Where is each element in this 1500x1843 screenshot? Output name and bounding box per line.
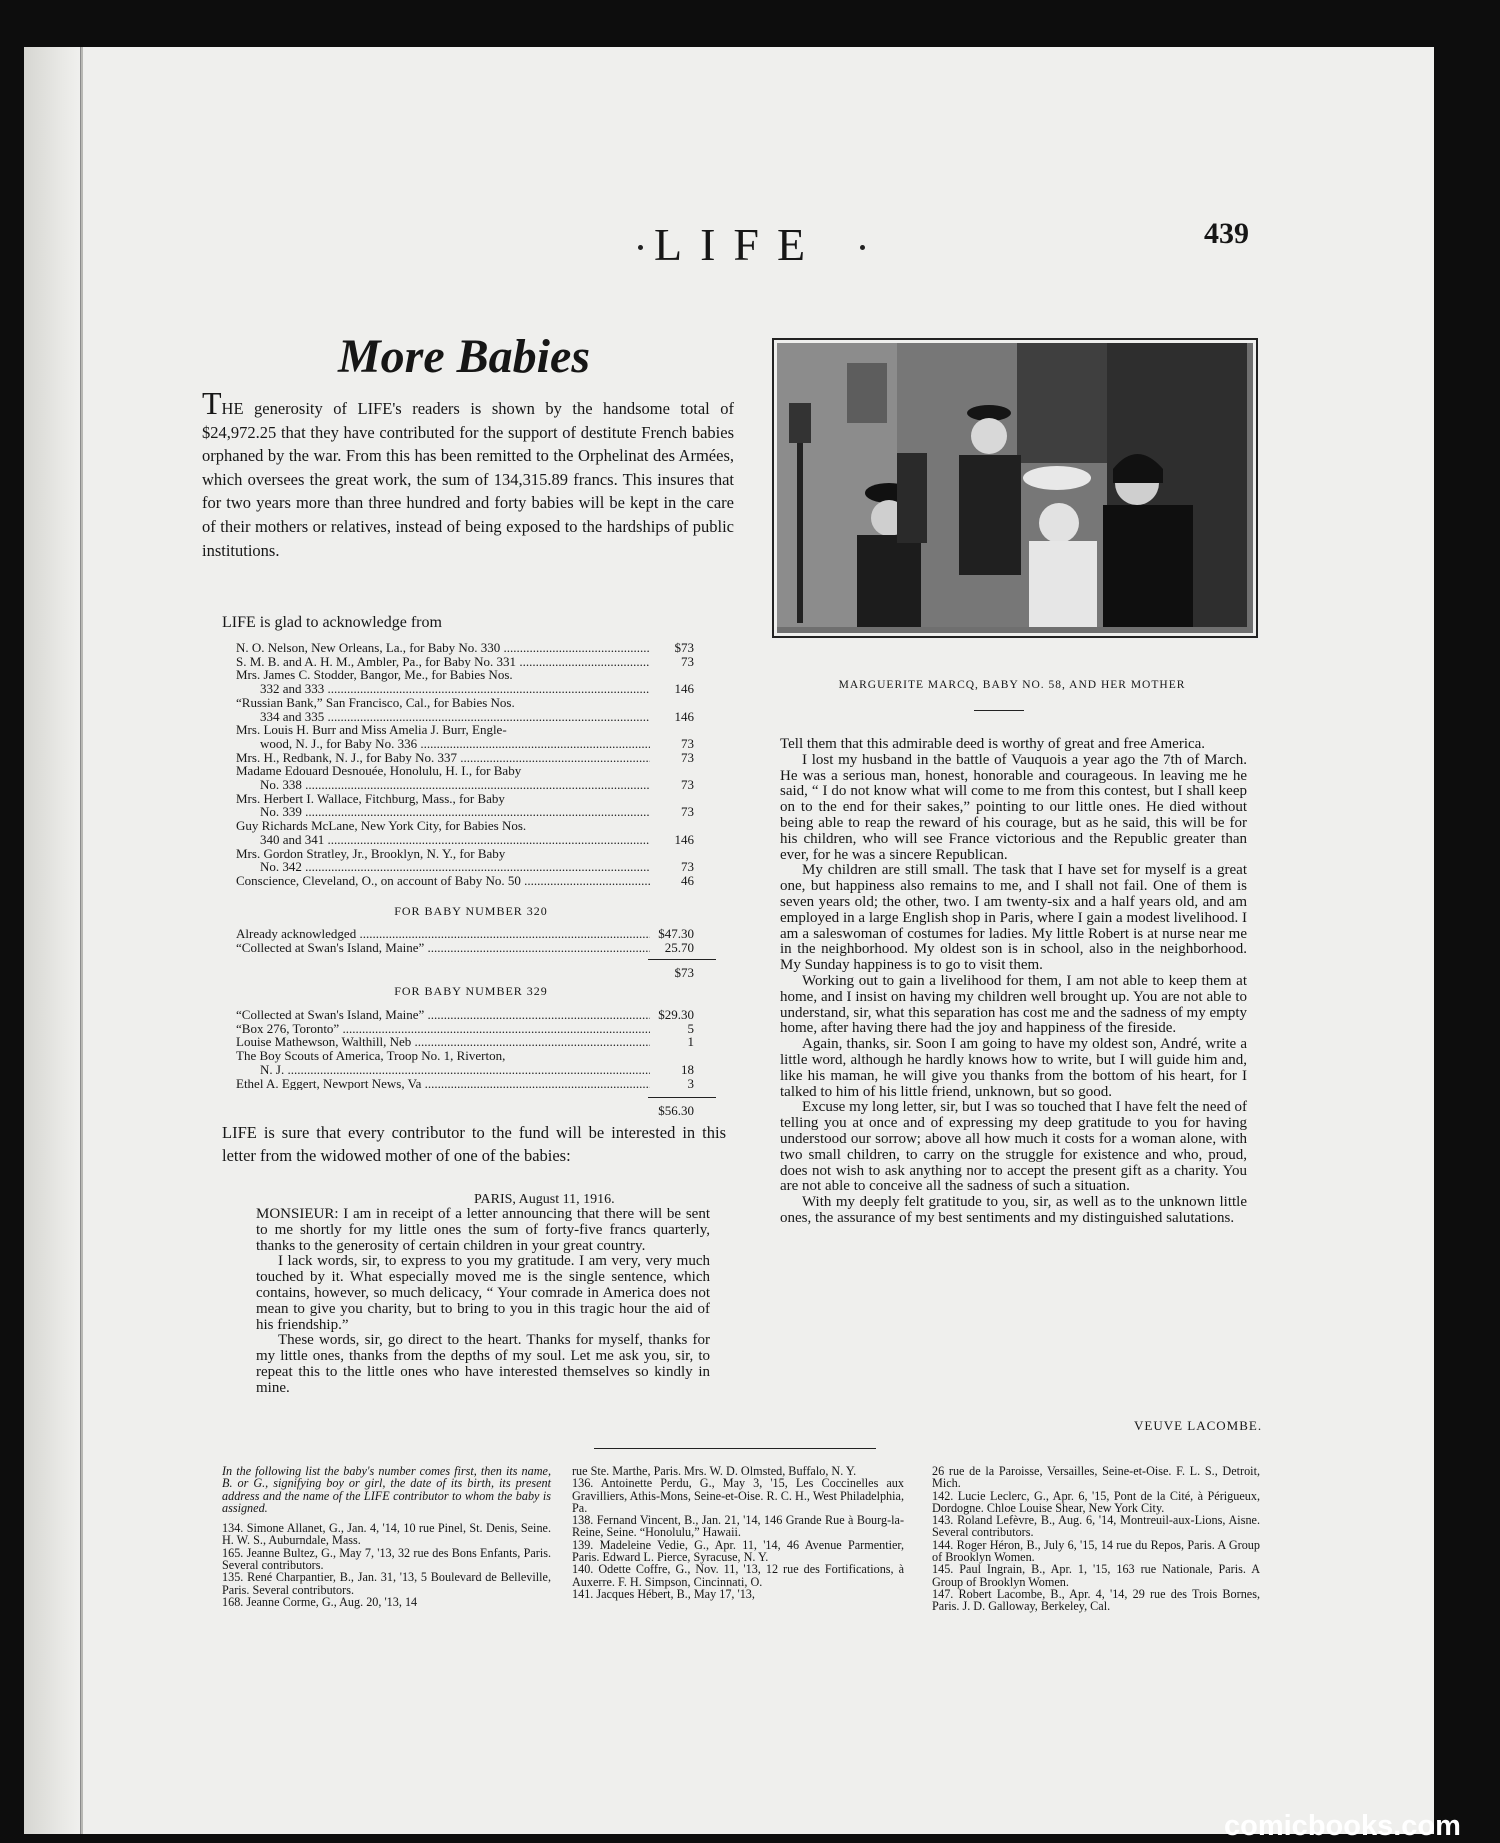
dateline-city: PARIS	[474, 1192, 513, 1207]
baby-329-total: $56.30	[658, 1103, 694, 1118]
baby-list-entry: 26 rue de la Paroisse, Versailles, Seine-et-Oise. F. L. S., Detroit, Mich.	[932, 1464, 1260, 1491]
donor-amount: 146	[674, 831, 694, 847]
donor-amount: 146	[674, 681, 694, 697]
donor-name-cont: 340 and 341 .....	[236, 833, 650, 847]
donor-amount: 73	[681, 859, 694, 875]
letter-intro-text: is sure that every contributor to the fund will be interested in this letter from the widowed mother of one of the babies:	[222, 1123, 726, 1165]
magazine-page	[24, 47, 1434, 1834]
donor-name-cont: No. 342 .....	[236, 860, 650, 874]
baby-list-entry: 145. Paul Ingrain, B., Apr. 1, '15, 163 rue Nationale, Paris. A Group of Brooklyn Women.	[932, 1562, 1260, 1589]
baby-329-row	[236, 1077, 694, 1091]
letter-intro	[222, 1122, 726, 1167]
baby-329-row	[236, 1035, 694, 1049]
row-label: Louise Mathewson, Walthill, Neb .....	[236, 1035, 650, 1049]
donor-name: Mrs. James C. Stodder, Bangor, Me., for Babies Nos.	[236, 667, 513, 683]
letter-paragraph: These words, sir, go direct to the heart. Thanks for myself, thanks for my little ones, thanks from the depths of my soul. Let me ask you, sir, to repeat this to the little ones who have interested themselves so kindly in mine.	[256, 1332, 710, 1396]
baby-list-entry: 165. Jeanne Bultez, G., May 7, '13, 32 rue des Bons Enfants, Paris. Several contributors.	[222, 1545, 551, 1573]
donor-name-cont: 334 and 335 .....	[236, 710, 650, 724]
photo-caption: MARGUERITE MARCQ, BABY NO. 58, AND HER MOTHER	[838, 679, 1186, 691]
donor-amount: 73	[681, 653, 694, 669]
baby-320-row	[236, 941, 694, 955]
life-name: LIFE	[222, 1123, 257, 1142]
donor-name: Conscience, Cleveland, O., on account of Baby No. 50 .....	[236, 874, 650, 888]
baby-list-entry: 141. Jacques Hébert, B., May 17, '13,	[572, 1586, 755, 1601]
row-amount: 1	[687, 1034, 694, 1050]
donor-amount: $73	[674, 640, 694, 655]
letter-column-1	[256, 1207, 710, 1397]
letter-paragraph: Again, thanks, sir. Soon I am going to have my oldest son, André, write a little word, although he hardly knows how to write, but I will guide him and, like his maman, he will give you thanks from the bottom of his heart, for I talked to him of his little friend, unknown, but so good.	[780, 1036, 1247, 1100]
donor-entry	[236, 874, 694, 888]
donor-list	[236, 641, 694, 888]
letter-paragraph: Tell them that this admirable deed is worthy of great and free America.	[780, 736, 1206, 752]
baby-329-row	[236, 1008, 694, 1022]
donor-amount: 73	[681, 777, 694, 793]
baby-list-column-1	[222, 1465, 551, 1608]
row-label: “Collected at Swan's Island, Maine” .....	[236, 941, 650, 955]
letter-paragraph: Excuse my long letter, sir, but I was so touched that I have felt the need of telling you at once and of expressing my deep gratitude to you for having understood our sorrow; above all how much it costs for a woman alone, with two small children, to carry on the struggle for existence and who, proud, does not wish to ask anything nor to accept the present gift as a charity. You are not able to conceive all the sadness of such a situation.	[780, 1099, 1247, 1195]
donor-name: N. O. Nelson, New Orleans, La., for Baby No. 330 .....	[236, 641, 650, 655]
letter-column-2	[780, 737, 1247, 1227]
baby-list-entry: 140. Odette Coffre, G., Nov. 11, '13, 12 rue des Fortifications, à Auxerre. F. H. Simpson, Cincinnati, O.	[572, 1562, 904, 1589]
baby-list-entry: 135. René Charpantier, B., Jan. 31, '13, 5 Boulevard de Belleville, Paris. Several contributors.	[222, 1570, 551, 1597]
donor-entry	[236, 751, 694, 765]
row-amount: $47.30	[658, 926, 694, 941]
baby-320-row	[236, 927, 694, 941]
row-label: Already acknowledged .....	[236, 927, 650, 941]
donor-amount: 46	[681, 872, 694, 888]
donor-entry	[236, 792, 694, 819]
baby-list-entry: 147. Robert Lacombe, B., Apr. 4, '14, 29 rue des Trois Bornes, Paris. J. D. Galloway, Berkeley, Cal.	[932, 1586, 1260, 1614]
row-label: “Box 276, Toronto” .....	[236, 1022, 650, 1036]
donor-name-cont: No. 338 .....	[236, 778, 650, 792]
baby-list-entry: 138. Fernand Vincent, B., Jan. 21, '14, 146 Grande Rue à Bourg-la-Reine, Seine. “Honolulu,” Hawaii.	[572, 1513, 904, 1540]
sum-rule	[648, 1097, 716, 1098]
baby-329-row	[236, 1022, 694, 1036]
page-spine-edge	[24, 47, 81, 1834]
baby-329-heading: FOR BABY NUMBER 329	[394, 984, 548, 998]
baby-329-row	[236, 1049, 694, 1076]
masthead-title: LIFE	[654, 219, 824, 270]
row-amount: 25.70	[664, 939, 694, 955]
dateline-date: , August 11, 1916.	[512, 1192, 615, 1207]
letter-signature: VEUVE LACOMBE.	[1134, 1418, 1263, 1433]
donor-name: Guy Richards McLane, New York City, for Babies Nos.	[236, 818, 527, 834]
row-amount: $29.30	[658, 1007, 694, 1022]
row-label: “Collected at Swan's Island, Maine” .....	[236, 1008, 650, 1022]
acknowledge-text: is glad to acknowledge from	[255, 614, 442, 631]
watermark: comicbooks.com	[1224, 1810, 1461, 1842]
donor-name-cont: 332 and 333 .....	[236, 682, 650, 696]
donor-entry	[236, 696, 694, 723]
baby-320-total: $73	[674, 965, 694, 980]
page-number: 439	[1204, 217, 1249, 250]
baby-list-entry: 144. Roger Héron, B., July 6, '15, 14 rue du Repos, Paris. A Group of Brooklyn Women.	[932, 1537, 1260, 1565]
row-label: Ethel A. Eggert, Newport News, Va .....	[236, 1077, 650, 1091]
donor-amount: 73	[681, 735, 694, 751]
baby-list-entry: 134. Simone Allanet, G., Jan. 4, '14, 10 rue Pinel, St. Denis, Seine. H. W. S., Auburndale, Mass.	[222, 1521, 551, 1548]
caption-rule	[974, 710, 1024, 711]
life-name: LIFE	[222, 614, 256, 631]
donor-entry	[236, 764, 694, 791]
letter-salutation: MONSIEUR	[256, 1206, 335, 1222]
acknowledge-intro	[222, 613, 732, 633]
masthead-dot-right	[860, 245, 865, 250]
photo-illustration	[777, 343, 1247, 627]
baby-list-entry: 136. Antoinette Perdu, G., May 3, '15, Les Coccinelles aux Gravilliers, Athis-Mons, Seine-et-Oise. R. C. H., West Philadelphia, Pa.	[572, 1476, 904, 1515]
baby-list-entry: 168. Jeanne Corme, G., Aug. 20, '13, 14	[222, 1594, 418, 1609]
baby-320-heading: FOR BABY NUMBER 320	[394, 904, 548, 918]
article-headline: More Babies	[338, 330, 590, 383]
donor-entry	[236, 819, 694, 846]
intro-paragraph: THE generosity of LIFE's readers is shown by the handsome total of $24,972.25 that they have contributed for the support of destitute French babies orphaned by the war. From this has been remitted to the Orphelinat des Armées, which oversees the great work, the sum of 134,315.89 francs. This insures that for two years more than three hundred and forty babies will be kept in the care of their mothers or relatives, instead of being exposed to the hardships of public institutions.	[202, 385, 734, 560]
donor-entry	[236, 655, 694, 669]
donor-name: S. M. B. and A. H. M., Ambler, Pa., for Baby No. 331 .....	[236, 655, 650, 669]
baby-list-entry: rue Ste. Marthe, Paris. Mrs. W. D. Olmsted, Buffalo, N. Y.	[572, 1464, 857, 1478]
donor-name: Mrs. Gordon Stratley, Jr., Brooklyn, N. Y., for Baby	[236, 845, 506, 861]
family-photo	[777, 343, 1253, 633]
row-label-cont: N. J. .....	[236, 1063, 650, 1077]
donor-name-cont: wood, N. J., for Baby No. 336 .....	[236, 737, 650, 751]
photo-frame	[772, 338, 1258, 638]
donor-amount: 146	[674, 708, 694, 724]
row-amount: 18	[681, 1061, 694, 1077]
masthead-dot-left	[638, 245, 643, 250]
baby-329-list	[236, 1008, 694, 1090]
donor-amount: 73	[681, 749, 694, 765]
letter-paragraph: I lost my husband in the battle of Vauquois a year ago the 7th of March. He was a serious man, honest, honorable and courageous. In leaving me he said, “ I do not know what will come to me from this contest, but I shall keep on to the end for their sakes,” pointing to our little ones. He died without being able to reap the reward of his courage, but as he said, this will be for his children, who will see France victorious and the Republic greater than ever, for he was a sincere Republican.	[780, 751, 1247, 863]
baby-list-entry: 142. Lucie Leclerc, G., Apr. 6, '15, Pont de la Cité, à Périgueux, Dordogne. Chloe Louise Shear, New York City.	[932, 1488, 1260, 1515]
baby-320-list	[236, 927, 694, 954]
donor-name: “Russian Bank,” San Francisco, Cal., for Babies Nos.	[236, 694, 515, 710]
donor-entry	[236, 668, 694, 695]
letter-paragraph: My children are still small. The task that I have set for myself is a great one, but happiness also remains to me, and I shall not fail. One of them is seven years old; the other, two. I am twenty-six and a half years old, and am employed in a large English shop in Paris, where I gain a modest livelihood. I am a saleswoman of costumes for ladies. My little Robert is at nurse near me in the neighborhood. My oldest son is in school, also in the neighborhood. My Sunday happiness is to go to visit them.	[780, 862, 1247, 974]
donor-name-cont: No. 339 .....	[236, 805, 650, 819]
donor-name: Mrs. H., Redbank, N. J., for Baby No. 337 .....	[236, 751, 650, 765]
donor-entry	[236, 847, 694, 874]
baby-list-column-2	[572, 1465, 904, 1600]
row-label: The Boy Scouts of America, Troop No. 1, Riverton,	[236, 1048, 506, 1064]
donor-amount: 73	[681, 804, 694, 820]
letter-paragraph: Working out to gain a livelihood for them, I am not able to keep them at home, and I insist on having my children well brought up. You are not able to understand, sir, what this separation has cost me and the sadness of my empty home, after having there had the joy and happiness of the fireside.	[780, 972, 1247, 1037]
section-divider	[594, 1448, 876, 1449]
donor-name: Mrs. Louis H. Burr and Miss Amelia J. Burr, Engle-	[236, 722, 507, 738]
row-amount: 3	[687, 1075, 694, 1091]
donor-entry	[236, 641, 694, 655]
letter-paragraph: I lack words, sir, to express to you my gratitude. I am very, very much touched by it. What especially moved me is the single sentence, which contains, however, so much delicacy, “ Your comrade in America does not mean to give you charity, but to bring to you in this tragic hour the aid of his friendship.”	[256, 1253, 710, 1333]
letter-paragraph: With my deeply felt gratitude to you, sir, as well as to the unknown little ones, the assurance of my best sentiments and my distinguished salutations.	[780, 1194, 1247, 1226]
row-amount: 5	[687, 1020, 694, 1036]
baby-list-note: In the following list the baby's number comes first, then its name, B. or G., signifying boy or girl, the date of its birth, its present address and the name of the LIFE contributor to whom the baby is assigned.	[222, 1464, 551, 1515]
donor-name: Mrs. Herbert I. Wallace, Fitchburg, Mass., for Baby	[236, 790, 505, 806]
donor-entry	[236, 723, 694, 750]
masthead	[624, 215, 874, 283]
donor-name: Madame Edouard Desnouée, Honolulu, H. I., for Baby	[236, 763, 522, 779]
baby-list-entry: 143. Roland Lefèvre, B., Aug. 6, '14, Montreuil-aux-Lions, Aisne. Several contributors.	[932, 1513, 1260, 1540]
baby-list-column-3	[932, 1465, 1260, 1613]
baby-list-entry: 139. Madeleine Vedie, G., Apr. 11, '14, 46 Avenue Parmentier, Paris. Edward L. Pierce, Syracuse, N. Y.	[572, 1537, 904, 1565]
letter-paragraph	[256, 1207, 710, 1254]
letter-text: : I am in receipt of a letter announcing that there will be sent to me shortly for my little ones the sum of forty-five francs quarterly, thanks to the generosity of certain children in your great country.	[256, 1206, 710, 1254]
sum-rule	[648, 959, 716, 960]
